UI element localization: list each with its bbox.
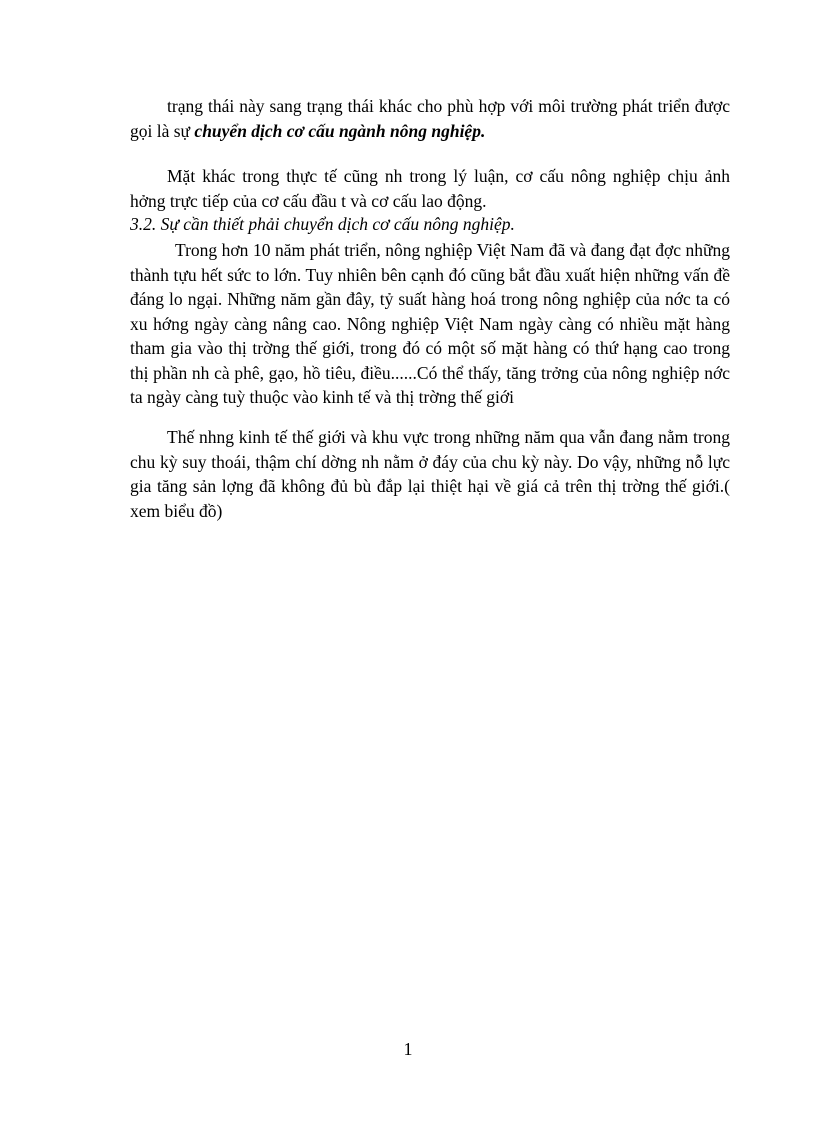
paragraph-2: Mặt khác trong thực tế cũng nh trong lý luận, cơ cấu nông nghiệp chịu ảnh hởng trực tiếp của cơ cấu đầu t và cơ cấu lao động. xyxy=(130,166,730,211)
section-heading: 3.2. Sự cần thiết phải chuyển dịch cơ cấu nông nghiệp. xyxy=(130,214,515,234)
page-number: 1 xyxy=(403,1039,413,1059)
paragraph-3: Trong hơn 10 năm phát triển, nông nghiệp Việt Nam đã và đang đạt đợc những thành tựu hết sức to lớn. Tuy nhiên bên cạnh đó cũng bắt đầu xuất hiện những vấn đề đáng lo ngại. Những năm gần đây, tỷ suất hàng hoá trong nông nghiệp của nớc ta có xu hớng ngày càng nâng cao. Nông nghiệp Việt Nam ngày càng có nhiều mặt hàng tham gia vào thị trờng thế giới, trong đó có một số mặt hàng có thứ hạng cao trong thị phần nh cà phê, gạo, hồ tiêu, điều......Có thể thấy, tăng trởng của nông nghiệp nớc ta ngày càng tuỳ thuộc vào kinh tế và thị trờng thế giới xyxy=(130,240,730,407)
paragraph-1-text: trạng thái này sang trạng thái khác cho phù hợp với môi trường phát triển được gọi là sự xyxy=(130,96,730,141)
paragraph-1 xyxy=(130,94,730,143)
paragraph-4: Thế nhng kinh tế thế giới và khu vực trong những năm qua vẫn đang nằm trong chu kỳ suy thoái, thậm chí dờng nh nằm ở đáy của chu kỳ này. Do vậy, những nỗ lực gia tăng sản lợng đã không đủ bù đắp lại thiệt hại về giá cả trên thị trờng thế giới.( xem biểu đồ) xyxy=(130,427,730,521)
paragraph-1-emphasis: chuyển dịch cơ cấu ngành nông nghiệp. xyxy=(194,120,486,141)
